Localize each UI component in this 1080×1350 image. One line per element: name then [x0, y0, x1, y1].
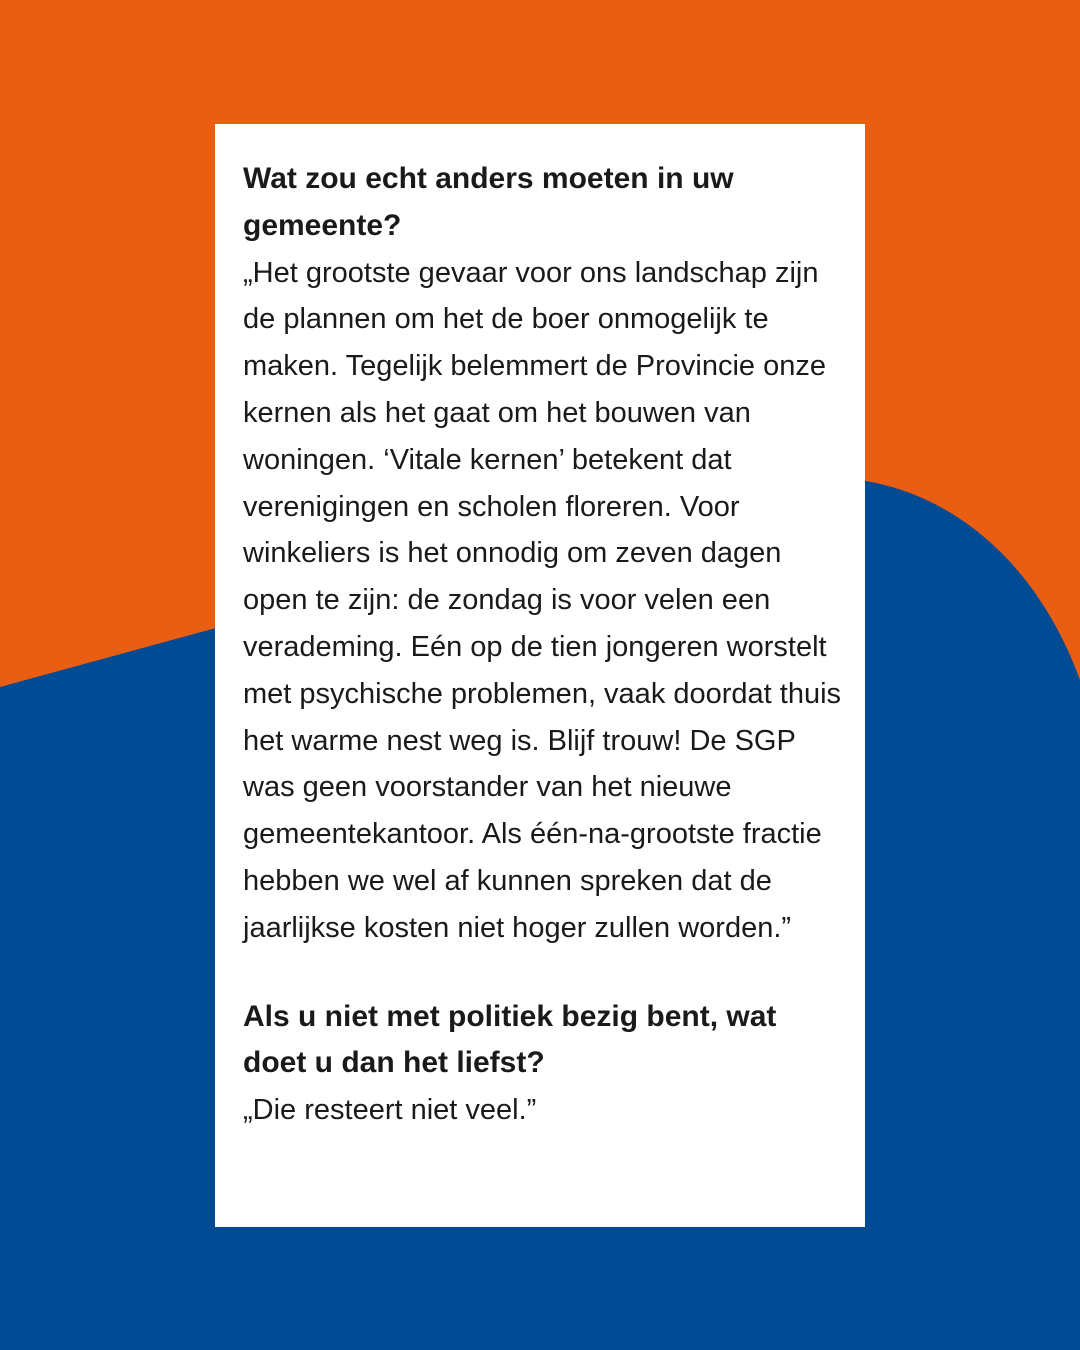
interview-card	[215, 124, 865, 1227]
spacer	[243, 952, 845, 994]
answer-2: „Die resteert niet veel.”	[243, 1094, 537, 1127]
answer-1: „Het grootste gevaar voor ons landschap zijn de plannen om het de boer onmogelijk te maken. Tegelijk belemmert de Provincie onze kernen als het gaat om het bouwen van woningen. ‘Vitale kernen’ betekent dat verenigingen en scholen floreren. Voor winkeliers is het onnodig om zeven dagen open te zijn: de zondag is voor velen een verademing. Eén op de tien jongeren worstelt met psychische problemen, vaak doordat thuis het warme nest weg is. Blijf trouw! De SGP was geen voorstander van het nieuwe gemeentekantoor. Als één-na-grootste fractie hebben we wel af kunnen spreken dat de jaarlijkse kosten niet hoger zullen worden.”	[243, 256, 842, 944]
question-1: Wat zou echt anders moeten in uw gemeente?	[243, 162, 734, 242]
question-2: Als u niet met politiek bezig bent, wat doet u dan het liefst?	[243, 999, 777, 1080]
